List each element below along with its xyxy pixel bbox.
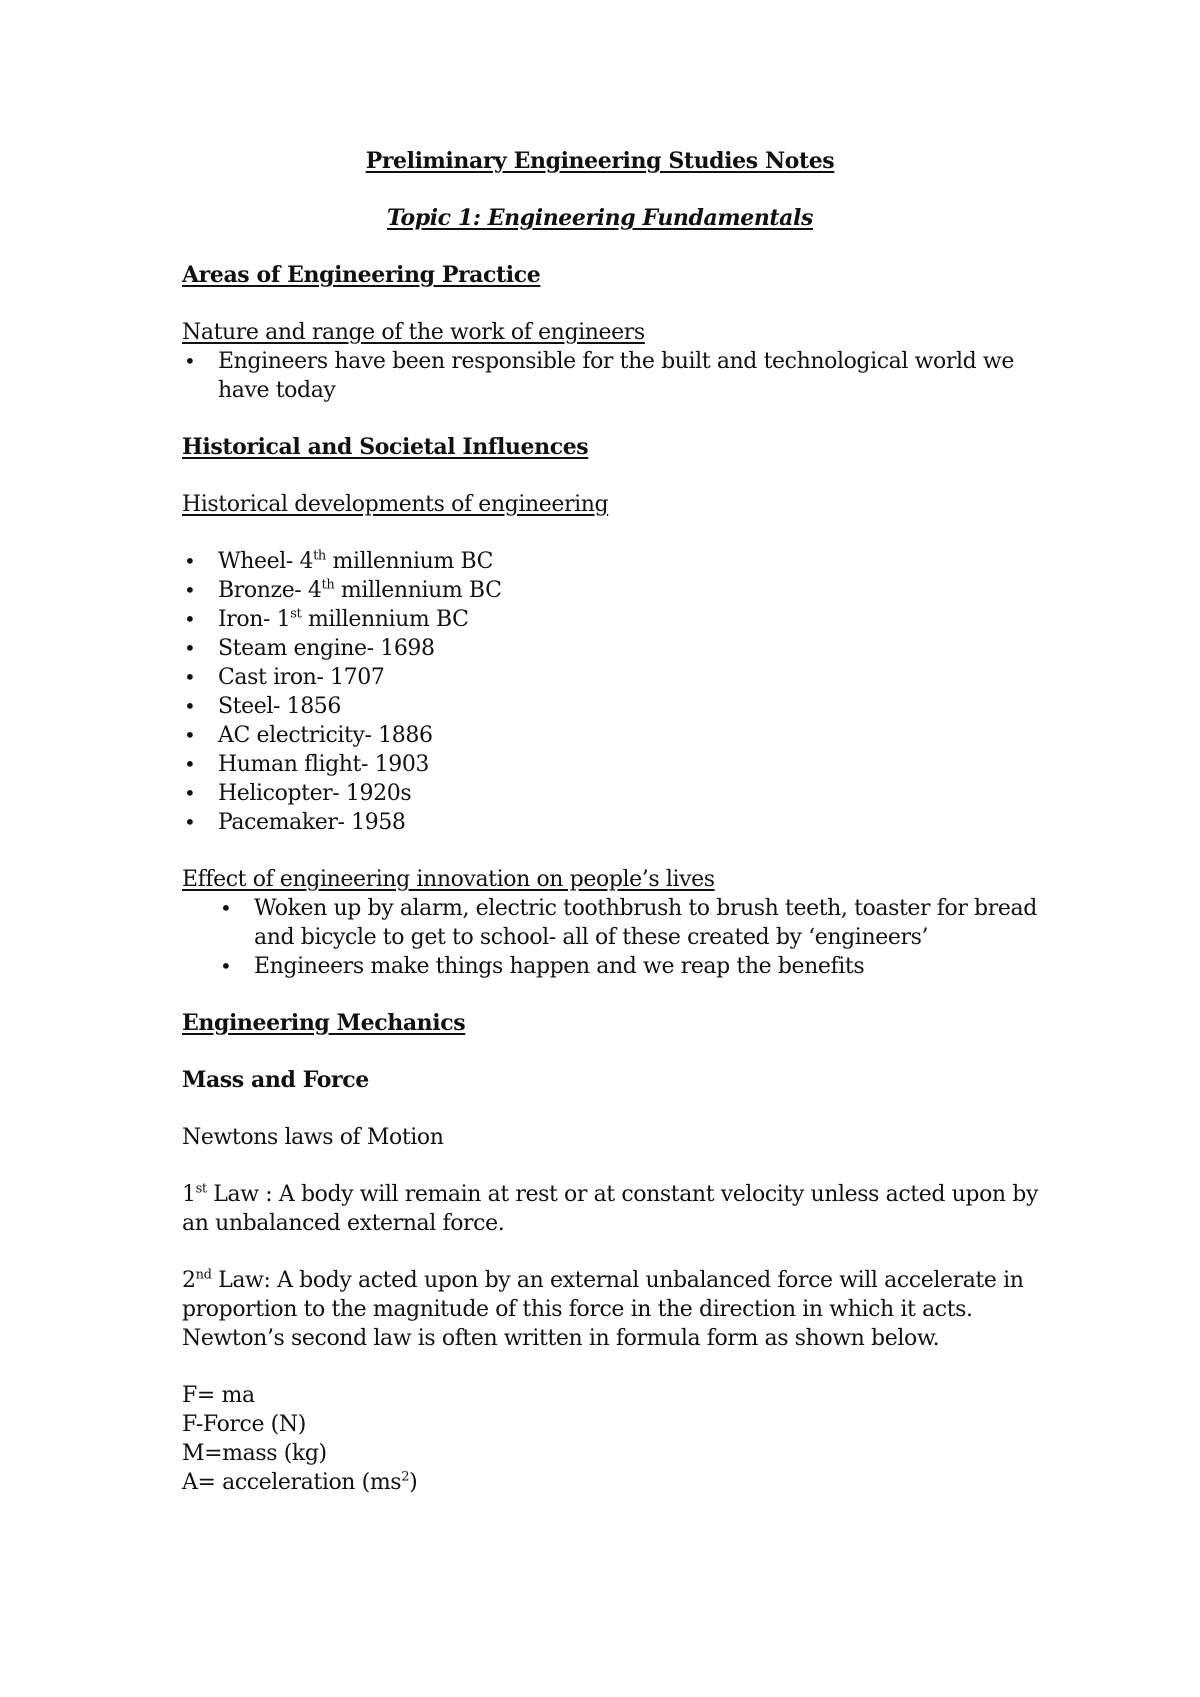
list-item: Human flight- 1903 <box>218 752 430 777</box>
bullet-icon: • <box>184 752 196 776</box>
law2-line2: proportion to the magnitude of this force in the direction in which it acts. <box>182 1297 973 1322</box>
nature-bullet-line1: Engineers have been responsible for the built and technological world we <box>218 349 1014 374</box>
effect-bullet1-line1: Woken up by alarm, electric toothbrush to brush teeth, toaster for bread <box>254 896 1037 921</box>
bullet-icon: • <box>184 694 196 718</box>
bullet-icon: • <box>184 665 196 689</box>
formula: F= ma <box>182 1383 255 1408</box>
topic-title: Topic 1: Engineering Fundamentals <box>387 205 813 231</box>
law1-line2: an unbalanced external force. <box>182 1211 505 1236</box>
section-heading-areas: Areas of Engineering Practice <box>182 262 541 288</box>
list-item: Cast iron- 1707 <box>218 665 385 690</box>
bullet-icon: • <box>184 636 196 660</box>
section-heading-mechanics: Engineering Mechanics <box>182 1010 466 1036</box>
subheading-mass-force: Mass and Force <box>182 1067 369 1093</box>
definition-acceleration: A= acceleration $(ms^2)$ <box>182 1469 418 1495</box>
nature-bullet-line2: have today <box>218 378 336 403</box>
bullet-icon: • <box>184 349 196 373</box>
bullet-icon: • <box>220 954 232 978</box>
bullet-icon: • <box>184 549 196 573</box>
definition-mass: M=mass (kg) <box>182 1441 327 1466</box>
bullet-icon: • <box>184 781 196 805</box>
subheading-effect: Effect of engineering innovation on people’s lives <box>182 867 715 892</box>
bullet-icon: • <box>184 578 196 602</box>
list-item: Steam engine- 1698 <box>218 636 435 661</box>
effect-bullet1-line2: and bicycle to get to school- all of these created by ‘engineers’ <box>254 925 929 950</box>
law2-line3: Newton’s second law is often written in formula form as shown below. <box>182 1326 940 1351</box>
subheading-nature: Nature and range of the work of engineers <box>182 320 645 345</box>
effect-bullet2: Engineers make things happen and we reap the benefits <box>254 954 865 979</box>
list-item: Helicopter- 1920s <box>218 781 412 806</box>
list-item: AC electricity- 1886 <box>218 723 433 748</box>
bullet-icon: • <box>184 810 196 834</box>
section-heading-historical: Historical and Societal Influences <box>182 434 589 460</box>
bullet-icon: • <box>220 896 232 920</box>
document-title: Preliminary Engineering Studies Notes <box>365 148 835 174</box>
law1-line1: 1st Law : A body will remain at rest or at constant velocity unless acted upon by <box>182 1181 1038 1207</box>
list-item: Steel- 1856 <box>218 694 342 719</box>
bullet-icon: • <box>184 723 196 747</box>
laws-title: Newtons laws of Motion <box>182 1125 444 1150</box>
definition-force: F-Force (N) <box>182 1412 306 1437</box>
subheading-historical-developments: Historical developments of engineering <box>182 492 609 517</box>
law2-line1: 2nd Law: A body acted upon by an external unbalanced force will accelerate in <box>182 1267 1024 1293</box>
list-item: Iron- 1st millennium BC <box>218 606 469 632</box>
list-item: Wheel- 4th millennium BC <box>218 548 494 574</box>
list-item: Bronze- 4th millennium BC <box>218 577 502 603</box>
list-item: Pacemaker- 1958 <box>218 810 406 835</box>
bullet-icon: • <box>184 607 196 631</box>
